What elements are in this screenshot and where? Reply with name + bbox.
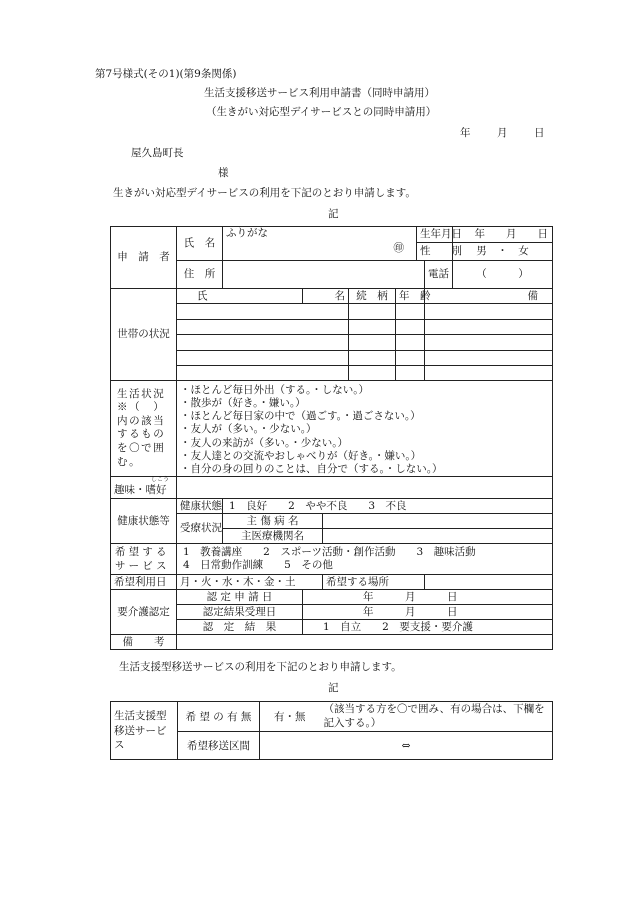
hh-age-cell[interactable] [396,366,425,381]
wish-day-options[interactable]: 月・火・水・木・金・土 [177,575,323,590]
household-row [111,351,553,366]
hobby-field[interactable] [177,476,553,498]
date-year: 年 [460,127,471,139]
lifestyle-item[interactable]: ・自分の身の回りのことは、自分で（する。・しない。） [180,462,443,475]
transport-route-field[interactable]: ⇔ [260,732,553,760]
phone-label: 電話 [425,261,453,289]
disease-field[interactable] [323,513,553,528]
ki-heading-2: 記 [328,682,339,694]
doctor-field[interactable] [323,528,553,543]
care-label: 要介護認定 [111,590,177,635]
lifestyle-item[interactable]: ・友人の来訪が（多い。・少ない。） [180,436,348,449]
hh-note-cell[interactable] [425,366,553,381]
health-label: 健康状態等 [111,498,177,543]
form-number: 第7号様式(その1)(第9条関係) [95,68,237,80]
care-receive-label: 認定結果受理日 [177,605,303,620]
wish-service-line: 4 日常動作訓練 5 その他 [183,559,333,572]
hh-age-cell[interactable] [396,320,425,335]
remarks-label: 備 考 [111,635,177,650]
date-day: 日 [534,127,545,139]
health-state-label: 健康状態 [177,498,223,513]
hh-name-cell[interactable] [177,366,349,381]
seal-mark: ㊞ [393,241,404,254]
address-field[interactable] [223,261,425,289]
hh-relation-cell[interactable] [349,320,396,335]
wish-service-label: 希望するサービス [111,543,177,574]
hh-note-cell[interactable] [425,335,553,351]
lifestyle-item[interactable]: ・ほとんど毎日外出（する。・しない。） [180,384,369,396]
household-row [111,366,553,381]
hh-age-cell[interactable] [396,351,425,366]
hh-name-cell[interactable] [177,351,349,366]
hh-name-cell[interactable] [177,304,349,320]
lifestyle-item[interactable]: ・友人が（多い。・少ない。） [180,423,317,436]
name-field[interactable] [223,227,417,261]
hobby-label-text: 趣味・嗜好 [114,484,167,497]
transport-route-label: 希望移送区間 [178,732,260,760]
transport-service-label: 生活支援型移送サービス [111,702,178,760]
care-result-options[interactable]: 1 自立 2 要支援・要介護 [303,620,553,635]
hh-age-cell[interactable] [396,304,425,320]
hh-relation-cell[interactable] [349,335,396,351]
lifestyle-options [177,381,553,477]
transport-wish-value[interactable]: 有・無 [260,702,320,732]
hh-note-cell[interactable] [425,304,553,320]
health-state-options[interactable]: 1 良好 2 やや不良 3 不良 [223,498,553,513]
document-title: 生活支援移送サービス利用申請書（同時申請用） [204,87,435,99]
lifestyle-label: 生活状況※（ ）内の該当するものを〇で囲む。 [111,381,177,477]
wish-place-field[interactable] [425,575,553,590]
intro-text-1: 生きがい対応型デイサービスの利用を下記のとおり申請します。 [113,187,416,199]
hobby-label [111,476,177,498]
hh-header-surname: 氏 [177,289,303,304]
household-row [111,304,553,320]
lifestyle-item[interactable]: ・散歩が（好き。・嫌い。） [180,397,306,410]
sex-field[interactable]: 男 ・ 女 [453,243,553,261]
disease-label: 主 傷 病 名 [223,513,323,528]
applicant-label: 申 請 者 [111,227,177,289]
transport-wish-label: 希 望 の 有 無 [178,702,260,732]
hh-note-cell[interactable] [425,320,553,335]
lifestyle-item[interactable]: ・ほとんど毎日家の中で（過ごす。・過ごさない。） [180,410,421,423]
wish-service-options[interactable] [177,543,553,574]
hh-header-age: 年 齢 [396,289,425,304]
household-row [111,320,553,335]
hh-note-cell[interactable] [425,351,553,366]
consult-label: 受療状況 [177,513,223,543]
hh-header-note-a: 備 [425,289,553,304]
hh-header-given: 名 [303,289,349,304]
sex-label: 性 別 [417,243,453,261]
hh-header-relation: 続 柄 [349,289,396,304]
household-label: 世帯の状況 [111,289,177,381]
hh-name-cell[interactable] [177,320,349,335]
name-label: 氏 名 [177,227,223,261]
lifestyle-item[interactable]: ・友人達との交流やおしゃべりが（好き。・嫌い。） [180,449,422,462]
wish-day-label: 希望利用日 [111,575,177,590]
birthdate-label: 生年月日 [417,227,453,243]
hh-relation-cell[interactable] [349,351,396,366]
document-subtitle: （生きがい対応型デイサービスとの同時申請用） [206,106,437,118]
hh-name-cell[interactable] [177,335,349,351]
date-month: 月 [497,127,508,139]
ki-heading-1: 記 [328,208,339,220]
addressee-honorific: 様 [218,167,229,179]
household-row [111,335,553,351]
intro-text-2: 生活支援型移送サービスの利用を下記のとおり申請します。 [119,661,402,673]
address-label: 住 所 [177,261,223,289]
application-table [110,226,553,650]
addressee: 屋久島町長 [131,147,184,159]
birthdate-field[interactable]: 年 月 日 [453,227,553,243]
transport-wish-note: （該当する方を〇で囲み、有の場合は、下欄を記入する。） [320,702,553,732]
furigana-label: ふりがな [226,227,268,239]
hobby-ruby: しこう [151,475,170,483]
care-receive-date[interactable]: 年 月 日 [303,605,553,620]
wish-place-label: 希望する場所 [323,575,425,590]
wish-service-line: 1 教養講座 2 スポーツ活動・創作活動 3 趣味活動 [183,545,476,558]
phone-field[interactable]: （ ） [453,261,553,289]
transport-table [110,701,553,760]
care-apply-date[interactable]: 年 月 日 [303,590,553,605]
care-apply-label: 認 定 申 請 日 [177,590,303,605]
remarks-field[interactable] [177,635,553,650]
hh-relation-cell[interactable] [349,366,396,381]
doctor-label: 主医療機関名 [223,528,323,543]
hh-relation-cell[interactable] [349,304,396,320]
hh-age-cell[interactable] [396,335,425,351]
care-result-label: 認 定 結 果 [177,620,303,635]
